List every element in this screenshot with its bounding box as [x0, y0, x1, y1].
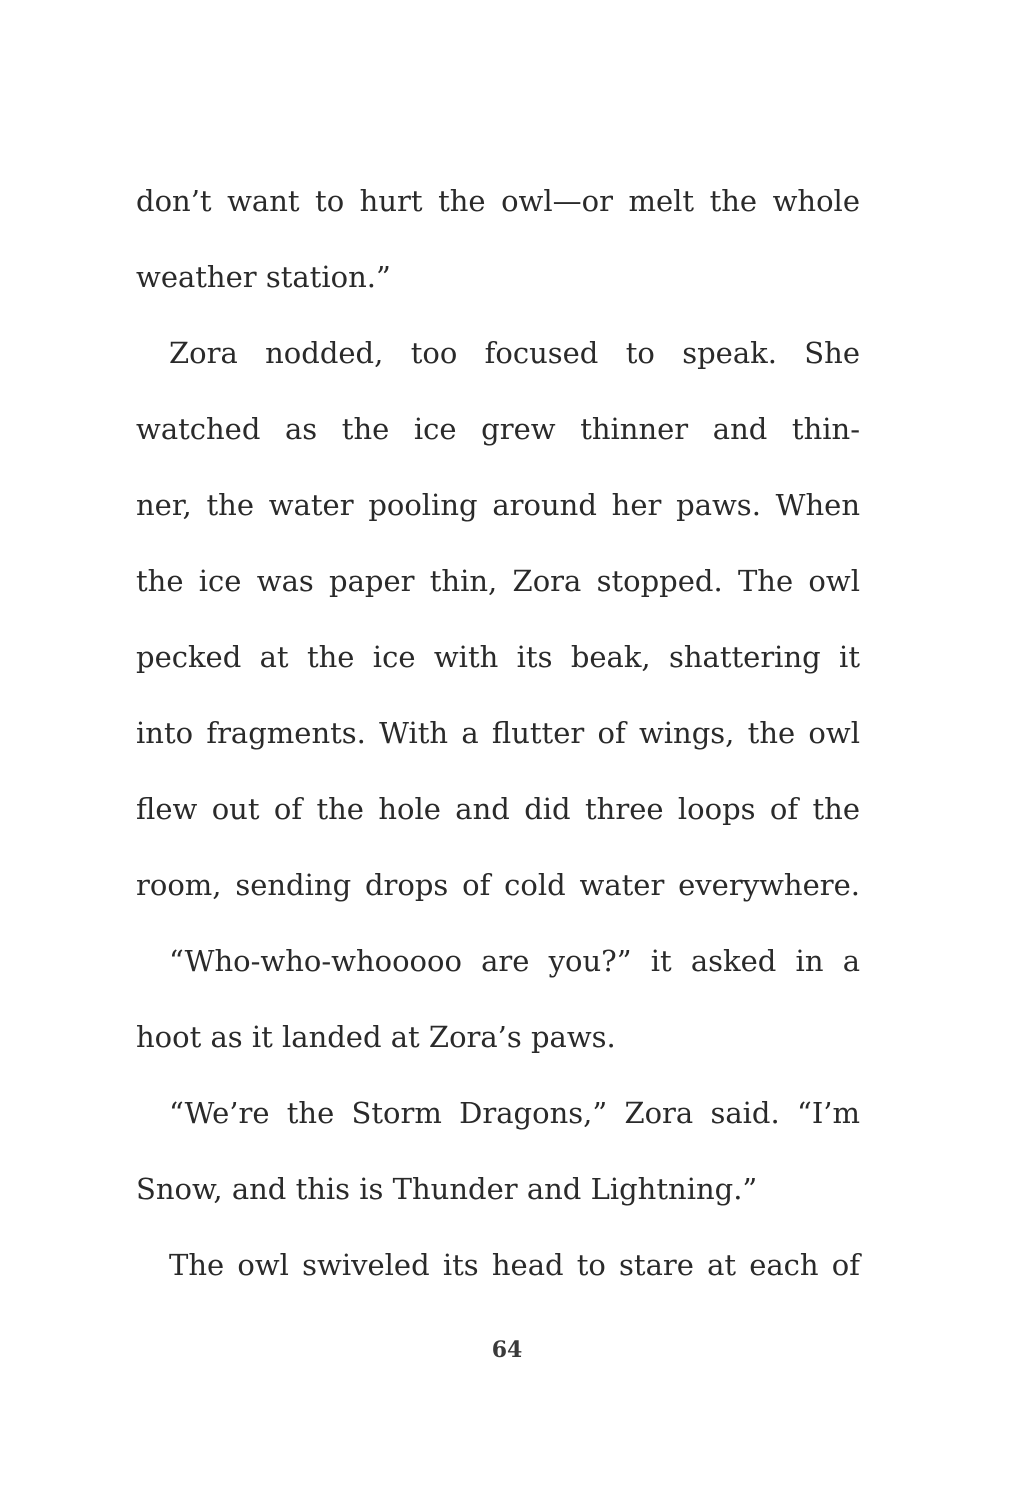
text-line: pecked at the ice with its beak, shattering it — [136, 640, 860, 674]
text-line: hoot as it landed at Zora’s paws. — [136, 1020, 616, 1054]
text-line: into fragments. With a flutter of wings, the owl — [136, 716, 860, 750]
page-number: 64 — [491, 1337, 523, 1363]
body-text — [136, 163, 860, 1303]
text-line: ner, the water pooling around her paws. When — [136, 488, 860, 522]
text-line: “Who-who-whooooo are you?” it asked in a — [169, 944, 860, 978]
text-line: don’t want to hurt the owl—or melt the whole — [136, 184, 860, 218]
text-line: room, sending drops of cold water everywhere. — [136, 868, 860, 902]
text-line: Zora nodded, too focused to speak. She — [169, 336, 860, 370]
text-line: “We’re the Storm Dragons,” Zora said. “I’m — [169, 1096, 860, 1130]
text-line: the ice was paper thin, Zora stopped. The owl — [136, 564, 860, 598]
text-line: Snow, and this is Thunder and Lightning.” — [136, 1172, 758, 1206]
text-line: flew out of the hole and did three loops of the — [136, 792, 860, 826]
text-line: watched as the ice grew thinner and thin- — [136, 412, 860, 446]
text-line: weather station.” — [136, 260, 391, 294]
text-line: The owl swiveled its head to stare at each of — [169, 1248, 860, 1282]
